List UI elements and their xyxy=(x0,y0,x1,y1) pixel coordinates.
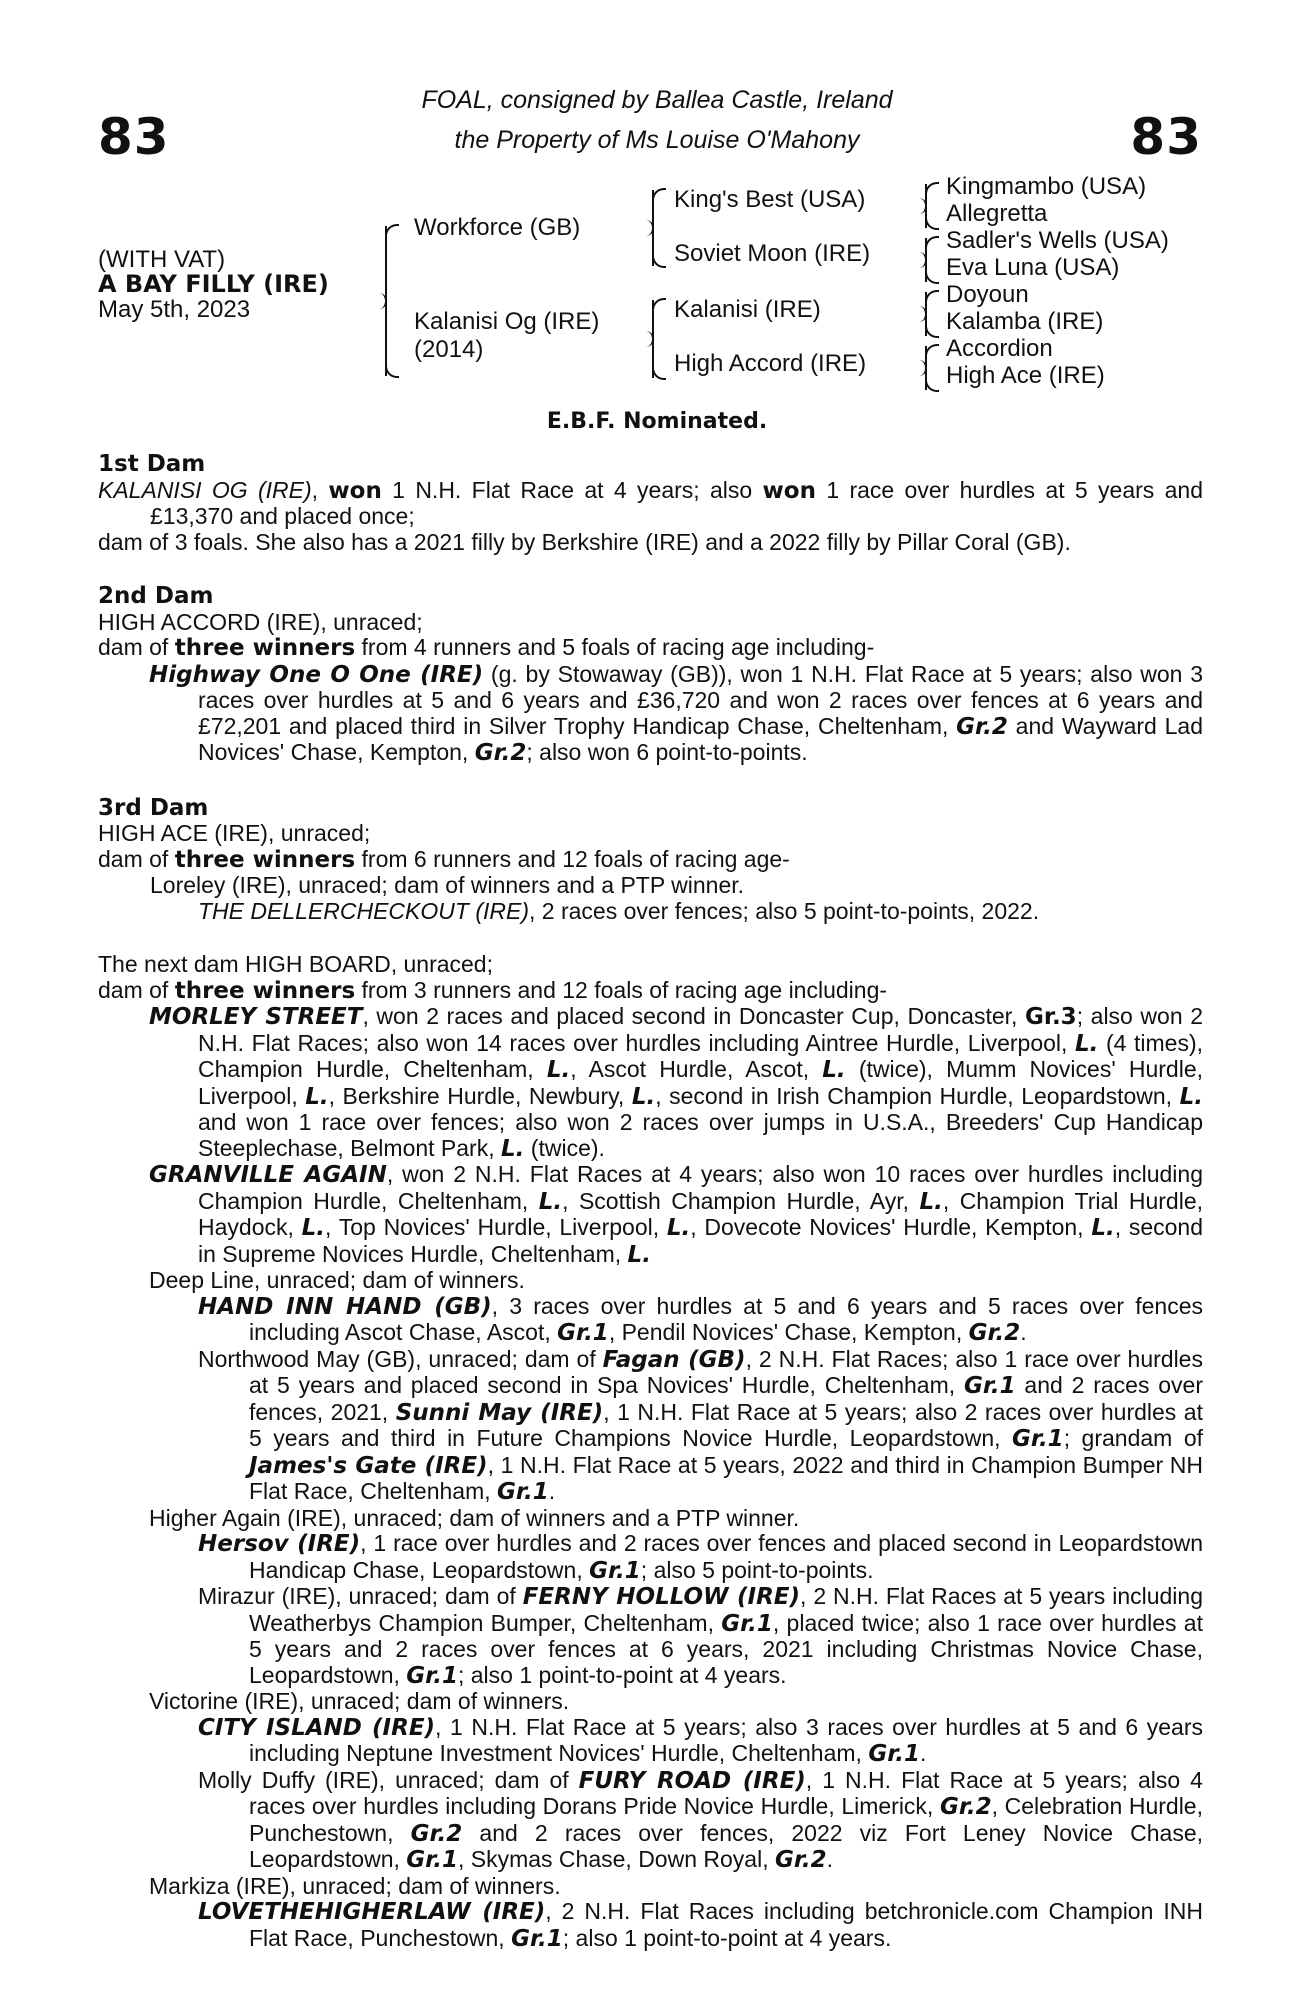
sire: Workforce (GB) xyxy=(414,214,581,241)
brace-2a xyxy=(652,190,654,266)
lovethehigherlaw-entry: LOVETHEHIGHERLAW (IRE), 2 N.H. Flat Races including betchronicle.com Champion INH Flat Race, Punchestown, Gr.1; also 1 point-to-point at 4 years. xyxy=(198,1898,1203,1952)
ddd: High Ace (IRE) xyxy=(946,362,1105,389)
dsd: Kalamba (IRE) xyxy=(946,308,1104,335)
brace-3a xyxy=(925,184,927,228)
brace-1 xyxy=(385,226,387,376)
sds: Sadler's Wells (USA) xyxy=(946,227,1169,254)
brace-3c xyxy=(925,292,927,336)
second-dam-title: 2nd Dam xyxy=(98,583,214,609)
markiza-entry: Markiza (IRE), unraced; dam of winners. xyxy=(149,1872,561,1899)
hand-inn-hand-entry: HAND INN HAND (GB), 3 races over hurdles at 5 and 6 years and 5 races over fences including Ascot Chase, Ascot, Gr.1, Pendil Novices' Chase, Kempton, Gr.2. xyxy=(198,1292,1204,1346)
horse-name: A BAY FILLY (IRE) xyxy=(98,270,329,298)
molly-duffy-entry: Molly Duffy (IRE), unraced; dam of FURY ROAD (IRE), 1 N.H. Flat Race at 5 years; also 4 races over hurdles including Dorans Pride Novice Hurdle, Limerick, Gr.2, Celebration Hurdle, Punchestown, Gr.2 and 2 races over fences, 2022 viz Fort Leney Novice Chase, Leopardstown, Gr.1, Skymas Chase, Down Royal, Gr.2. xyxy=(198,1766,1203,1873)
victorine-entry: Victorine (IRE), unraced; dam of winners. xyxy=(149,1688,570,1714)
second-dam-name: HIGH ACCORD (IRE), unraced; xyxy=(98,608,423,635)
lot-number-left: 83 xyxy=(98,108,170,166)
vat-note: (WITH VAT) xyxy=(98,246,226,273)
highway-one-o-one-entry: Highway One O One (IRE) (g. by Stowaway (GB)), won 1 N.H. Flat Race at 5 years; also won 3 races over hurdles at 5 and 6 years and £36,720 and won 2 races over fences at 6 years and £72,201 and placed third in Silver Trophy Handicap Chase, Cheltenham, Gr.2 and Wayward Lad Novices' Chase, Kempton, Gr.2; also won 6 point-to-points. xyxy=(149,660,1203,766)
next-dam-summary: dam of three winners from 3 runners and 12 foals of racing age including- xyxy=(98,976,888,1004)
first-dam-title: 1st Dam xyxy=(98,451,206,477)
first-dam-entry: KALANISI OG (IRE), won 1 N.H. Flat Race at 4 years; also won 1 race over hurdles at 5 years and £13,370 and placed once; xyxy=(98,476,1204,529)
hersov-entry: Hersov (IRE), 1 race over hurdles and 2 races over fences and placed second in Leopardstown Handicap Chase, Leopardstown, Gr.1; also 5 point-to-points. xyxy=(198,1530,1204,1584)
catalogue-body xyxy=(98,452,1203,1952)
sdd: Eva Luna (USA) xyxy=(946,254,1120,281)
third-dam-summary: dam of three winners from 6 runners and 12 foals of racing age- xyxy=(98,845,790,873)
dam: Kalanisi Og (IRE) xyxy=(414,308,600,335)
next-dam-name: The next dam HIGH BOARD, unraced; xyxy=(98,951,493,977)
mirazur-entry: Mirazur (IRE), unraced; dam of FERNY HOLLOW (IRE), 2 N.H. Flat Races at 5 years including Weatherbys Champion Bumper, Cheltenham, Gr.1, placed twice; also 1 race over hurdles at 5 years and 2 races over fences at 6 years, 2021 including Christmas Novice Chase, Leopardstown, Gr.1; also 1 point-to-point at 4 years. xyxy=(198,1583,1203,1689)
lot-number-right: 83 xyxy=(1130,108,1202,166)
sire-sire: King's Best (USA) xyxy=(674,186,866,213)
morley-street-entry: MORLEY STREET, won 2 races and placed second in Doncaster Cup, Doncaster, Gr.3; also won 2 N.H. Flat Races; also won 14 races over hurdles including Aintree Hurdle, Liverpool, L. (4 times), Champion Hurdle, Cheltenham, L., Ascot Hurdle, Ascot, L. (twice), Mumm Novices' Hurdle, Liverpool, L., Berkshire Hurdle, Newbury, L., second in Irish Champion Hurdle, Leopardstown, L. and won 1 race over fences; also won 2 races over jumps in U.S.A., Breeders' Cup Handicap Steeplechase, Belmont Park, L. (twice). xyxy=(149,1003,1203,1162)
sire-dam: Soviet Moon (IRE) xyxy=(674,240,871,267)
ebf-note: E.B.F. Nominated. xyxy=(546,409,768,434)
brace-3b xyxy=(925,238,927,282)
dellercheckout-entry: THE DELLERCHECKOUT (IRE), 2 races over fences; also 5 point-to-points, 2022. xyxy=(198,897,1040,924)
city-island-entry: CITY ISLAND (IRE), 1 N.H. Flat Race at 5 years; also 3 races over hurdles at 5 and 6 years including Neptune Investment Novices' Hurdle, Cheltenham, Gr.1. xyxy=(198,1713,1203,1767)
third-dam-name: HIGH ACE (IRE), unraced; xyxy=(98,820,371,846)
brace-3d xyxy=(925,346,927,390)
dam-year: (2014) xyxy=(414,336,484,363)
dam-dam: High Accord (IRE) xyxy=(674,350,867,377)
second-dam-summary: dam of three winners from 4 runners and 5 foals of racing age including- xyxy=(98,634,875,661)
dds: Accordion xyxy=(946,335,1053,362)
higher-again-entry: Higher Again (IRE), unraced; dam of winners and a PTP winner. xyxy=(149,1504,800,1531)
third-dam-title: 3rd Dam xyxy=(98,794,209,821)
consignment-line: FOAL, consigned by Ballea Castle, Ireland xyxy=(421,86,893,114)
dam-sire: Kalanisi (IRE) xyxy=(674,296,821,323)
deep-line-entry: Deep Line, unraced; dam of winners. xyxy=(149,1267,525,1293)
ssd: Allegretta xyxy=(946,200,1048,227)
property-line: the Property of Ms Louise O'Mahony xyxy=(454,126,860,154)
loreley-entry: Loreley (IRE), unraced; dam of winners and a PTP winner. xyxy=(150,872,745,898)
foaling-date: May 5th, 2023 xyxy=(98,296,251,323)
brace-2b xyxy=(652,300,654,378)
first-dam-foals: dam of 3 foals. She also has a 2021 filly by Berkshire (IRE) and a 2022 filly by Pillar Coral (GB). xyxy=(98,528,1071,555)
dss: Doyoun xyxy=(946,281,1029,308)
sss: Kingmambo (USA) xyxy=(946,173,1147,200)
northwood-may-entry: Northwood May (GB), unraced; dam of Fagan (GB), 2 N.H. Flat Races; also 1 race over hurdles at 5 years and placed second in Spa Novices' Hurdle, Cheltenham, Gr.1 and 2 races over fences, 2021, Sunni May (IRE), 1 N.H. Flat Race at 5 years; also 2 races over hurdles at 5 years and third in Future Champions Novice Hurdle, Leopardstown, Gr.1; grandam of James's Gate (IRE), 1 N.H. Flat Race at 5 years, 2022 and third in Champion Bumper NH Flat Race, Cheltenham, Gr.1. xyxy=(198,1345,1203,1505)
granville-again-entry: GRANVILLE AGAIN, won 2 N.H. Flat Races at 4 years; also won 10 races over hurdles including Champion Hurdle, Cheltenham, L., Scottish Champion Hurdle, Ayr, L., Champion Trial Hurdle, Haydock, L., Top Novices' Hurdle, Liverpool, L., Dovecote Novices' Hurdle, Kempton, L., second in Supreme Novices Hurdle, Cheltenham, L. xyxy=(149,1161,1204,1268)
